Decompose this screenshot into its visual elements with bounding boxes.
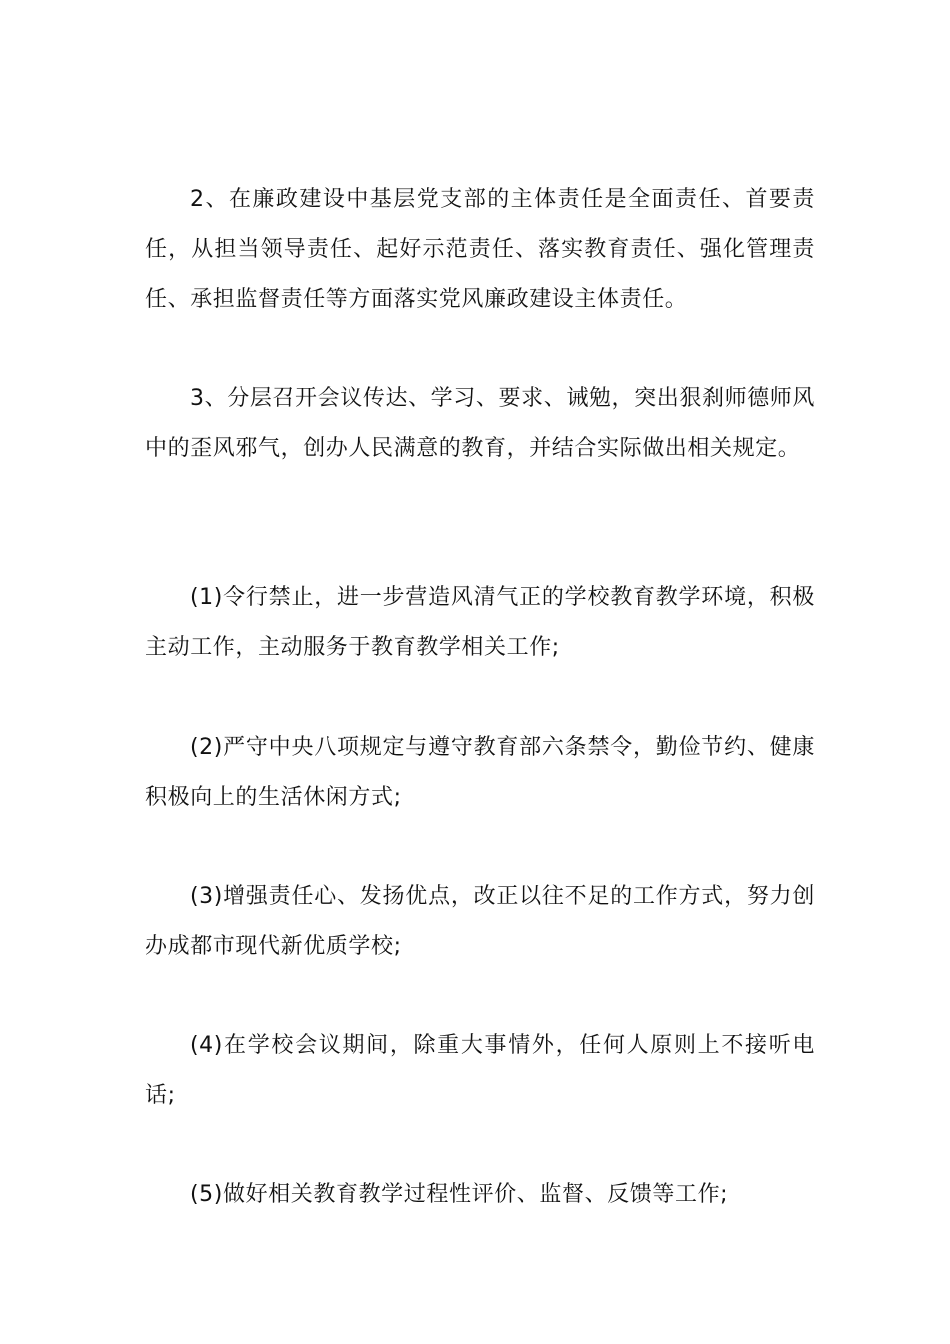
paragraph-party-branch-responsibility: 2、在廉政建设中基层党支部的主体责任是全面责任、首要责任，从担当领导责任、起好示范责任、落实教育责任、强化管理责任、承担监督责任等方面落实党风廉政建设主体责任。 — [145, 187, 815, 312]
paragraph-rule-3: (3)增强责任心、发扬优点，改正以往不足的工作方式，努力创办成都市现代新优质学校; — [145, 884, 815, 959]
paragraph-rule-1: (1)令行禁止，进一步营造风清气正的学校教育教学环境，积极主动工作，主动服务于教育教学相关工作; — [145, 585, 815, 660]
paragraph-rule-2: (2)严守中央八项规定与遵守教育部六条禁令，勤俭节约、健康积极向上的生活休闲方式; — [145, 735, 815, 810]
paragraph-rule-4: (4)在学校会议期间，除重大事情外，任何人原则上不接听电话; — [145, 1033, 815, 1108]
paragraph-layered-meetings: 3、分层召开会议传达、学习、要求、诫勉，突出狠刹师德师风中的歪风邪气，创办人民满意的教育，并结合实际做出相关规定。 — [145, 386, 815, 461]
paragraph-rule-5: (5)做好相关教育教学过程性评价、监督、反馈等工作; — [190, 1182, 729, 1207]
